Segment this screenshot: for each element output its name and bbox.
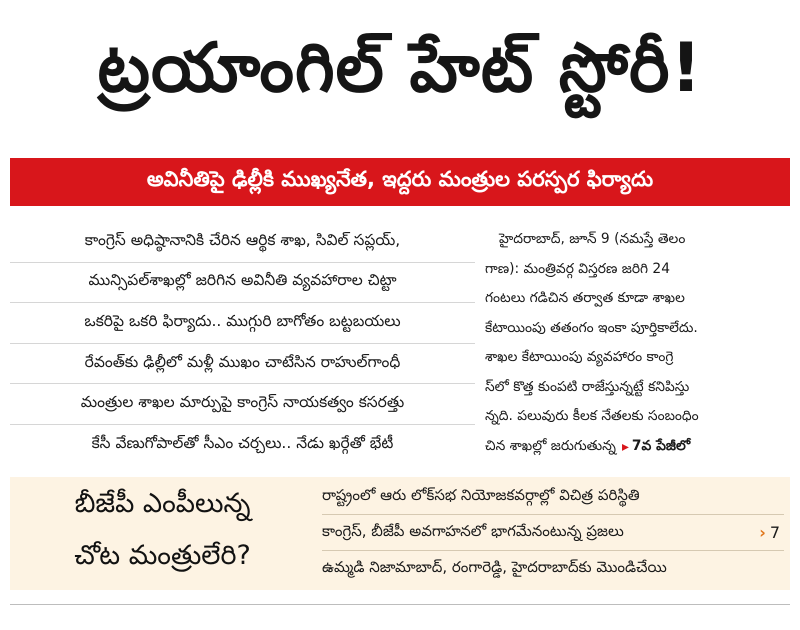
sub-headline-banner	[10, 158, 790, 206]
secondary-story-headline	[10, 477, 315, 590]
article-line: స్‌లో కొత్త కుంపటి రాజేస్తున్నట్టే కనిపిస్తు	[485, 378, 690, 395]
secondary-page-ref[interactable]	[759, 523, 784, 542]
sub-headline-text: అవినీతిపై ఢిల్లీకి ముఖ్యనేత, ఇద్దరు మంత్రుల పరస్పర ఫిర్యాదు	[146, 167, 654, 191]
summary-point: రేవంత్‌కు ఢిల్లీలో మళ్లీ ముఖం చాటేసిన రాహుల్‌గాంధీ	[10, 344, 475, 385]
summary-point: ఒకరిపై ఒకరి ఫిర్యాదు.. ముగ్గురి బాగోతం బట్టబయలు	[10, 303, 475, 344]
summary-points	[10, 222, 475, 466]
article-line: కేటాయింపు తతంగం ఇంకా పూర్తికాలేదు.	[485, 319, 698, 336]
summary-point: కాంగ్రెస్ అధిష్ఠానానికి చేరిన ఆర్థిక శాఖ, సివిల్ సప్లయ్,	[10, 222, 475, 263]
summary-point: మంత్రుల శాఖల మార్పుపై కాంగ్రెస్ నాయకత్వం కసరత్తు	[10, 384, 475, 425]
bottom-divider	[10, 604, 790, 605]
summary-point: మున్సిపల్‌శాఖల్లో జరిగిన అవినీతి వ్యవహారాల చిట్టా	[10, 263, 475, 304]
article-line: గాణ): మంత్రివర్గ విస్తరణ జరిగి 24	[485, 260, 670, 277]
secondary-headline-line: బీజేపీ ఎంపీలున్న	[74, 488, 251, 519]
secondary-point: రాష్ట్రంలో ఆరు లోక్‌సభ నియోజకవర్గాల్లో విచిత్ర పరిస్థితి	[322, 479, 784, 515]
secondary-point: ఉమ్మడి నిజామాబాద్, రంగారెడ్డి, హైదరాబాద్‌కు మొండిచేయి	[322, 558, 667, 576]
article-line: శాఖల కేటాయింపు వ్యవహారం కాంగ్రె	[485, 349, 674, 366]
article-line: న్నది. పలువురు కీలక నేతలకు సంబంధిం	[485, 408, 699, 425]
article-line: హైదరాబాద్, జూన్ 9 (నమస్తే తెలం	[499, 231, 686, 248]
chevron-right-icon: ›	[759, 523, 766, 542]
secondary-story-box	[10, 477, 790, 590]
article-body	[485, 226, 785, 462]
article-line: గంటలు గడిచిన తర్వాత కూడా శాఖల	[485, 290, 685, 307]
continued-arrow-icon: ▸	[621, 439, 629, 456]
article-line-last	[485, 433, 785, 463]
headline: ట్రయాంగిల్ హేట్ స్టోరీ!	[97, 28, 703, 108]
continued-page-ref[interactable]: 7వ పేజీలో	[631, 437, 691, 454]
secondary-headline-line: చోట మంత్రులేరి?	[74, 540, 251, 571]
secondary-story-points	[322, 479, 784, 589]
secondary-page-number: 7	[769, 523, 780, 542]
summary-point: కేసీ వేణుగోపాల్‌తో సీఎం చర్చలు.. నేడు ఖర్గేతో భేటీ	[91, 434, 394, 453]
secondary-point-text: కాంగ్రెస్, బీజేపీ అవగాహనలో భాగమేనంటున్న ప్రజలు	[322, 521, 624, 540]
secondary-point-with-ref	[322, 515, 784, 551]
article-line-text: చిన శాఖల్లో జరుగుతున్న	[485, 437, 616, 454]
